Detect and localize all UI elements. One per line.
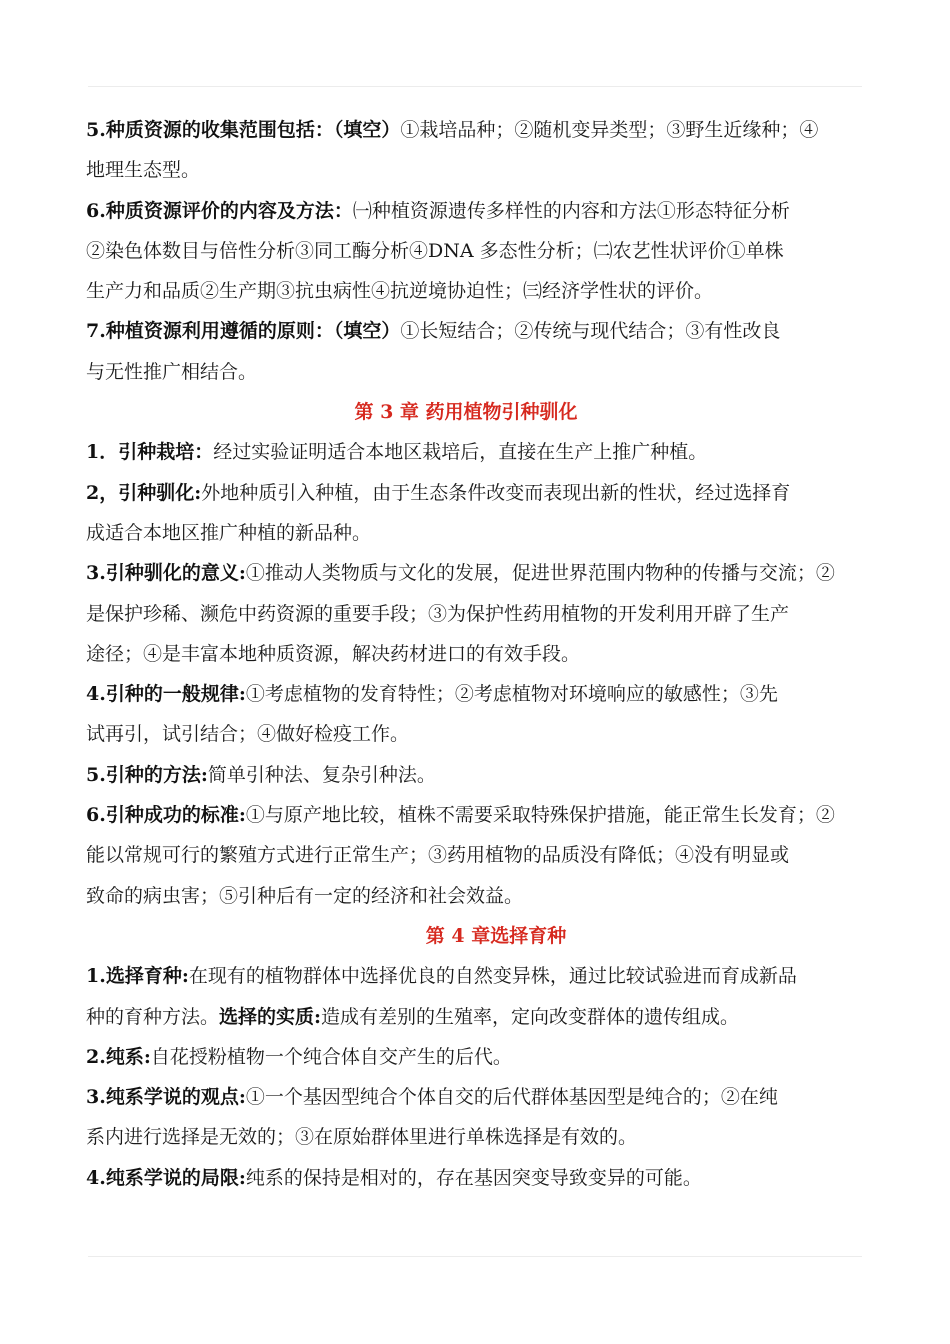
ch3-p3-line-3: 途径；④是丰富本地种质资源，解决药材进口的有效手段。	[86, 642, 581, 665]
item-5-text: ①栽培品种；②随机变异类型；③野生近缘种；④	[400, 119, 819, 141]
item-6-line-3: 生产力和品质②生产期③抗虫病性④抗逆境协迫性；㈢经济学性状的评价。	[86, 280, 714, 303]
item-6-label: 6.种质资源评价的内容及方法：	[86, 199, 353, 222]
ch4-p1-text-2b: 造成有差别的生殖率，定向改变群体的遗传组成。	[321, 1005, 740, 1028]
ch3-p6-text: ①与原产地比较，植株不需要采取特殊保护措施，能正常生长发育；②	[245, 804, 835, 827]
item-6-line-2: ②染色体数目与倍性分析③同工酶分析④DNA 多态性分析；㈡农艺性状评价①单株	[86, 239, 784, 262]
top-divider	[88, 86, 862, 87]
ch3-p4-text: ①考虑植物的发育特性；②考虑植物对环境响应的敏感性；③先	[245, 683, 778, 706]
ch3-p3-text: ①推动人类物质与文化的发展，促进世界范围内物种的传播与交流；②	[245, 562, 835, 585]
ch3-p3-line-2: 是保护珍稀、濒危中药资源的重要手段；③为保护性药用植物的开发利用开辟了生产	[86, 602, 790, 625]
ch3-p6-line-1	[86, 795, 906, 835]
ch3-p3-label: 3.引种驯化的意义:	[86, 562, 246, 585]
bottom-divider	[88, 1256, 862, 1257]
ch4-p1-text: 在现有的植物群体中选择优良的自然变异株，通过比较试验进而育成新品	[188, 965, 797, 988]
item-5-line-2: 地理生态型。	[86, 159, 201, 182]
ch4-p3-label: 3.纯系学说的观点:	[86, 1086, 246, 1109]
ch3-p4-line-2: 试再引，试引结合；④做好检疫工作。	[86, 723, 410, 746]
ch4-p4-label: 4.纯系学说的局限:	[86, 1166, 246, 1189]
ch3-p5-label: 5.引种的方法:	[86, 763, 208, 786]
item-7-label: 7.种植资源利用遵循的原则：（填空）	[86, 320, 401, 343]
item-7-text: ①长短结合；②传统与现代结合；③有性改良	[400, 320, 781, 343]
ch4-p1-label: 1.选择育种:	[86, 965, 189, 988]
ch4-p2-text: 自花授粉植物一个纯合体自交产生的后代。	[150, 1045, 512, 1068]
ch3-p2-text: 外地种质引入种植，由于生态条件改变而表现出新的性状，经过选择育	[201, 481, 791, 504]
ch3-p6-line-2: 能以常规可行的繁殖方式进行正常生产；③药用植物的品质没有降低；④没有明显或	[86, 844, 790, 867]
ch3-p2-label: 2，引种驯化:	[86, 481, 202, 504]
document-body	[86, 110, 906, 1198]
ch4-p4-text: 纯系的保持是相对的，存在基因突变导致变异的可能。	[245, 1166, 702, 1189]
ch3-p1-line-1	[86, 432, 906, 472]
ch3-p2-line-1	[86, 473, 906, 513]
ch4-p1-text-2a: 种的育种方法。	[86, 1005, 220, 1028]
ch3-p4-label: 4.引种的一般规律:	[86, 683, 246, 706]
ch3-p4-line-1	[86, 674, 906, 714]
ch3-p6-line-3: 致命的病虫害；⑤引种后有一定的经济和社会效益。	[86, 884, 524, 907]
item-6-text: ㈠种植资源遗传多样性的内容和方法①形态特征分析	[352, 199, 790, 222]
item-6-line-1	[86, 191, 906, 231]
ch3-p1-label: 1．引种栽培：	[86, 441, 214, 464]
ch4-p4-line-1	[86, 1158, 906, 1198]
ch4-p2-line-1	[86, 1037, 906, 1077]
ch4-p3-line-1	[86, 1077, 906, 1117]
ch3-p3-line-1	[86, 553, 906, 593]
ch4-p3-text: ①一个基因型纯合个体自交的后代群体基因型是纯合的；②在纯	[245, 1086, 778, 1109]
ch4-p1-line-1	[86, 956, 906, 996]
ch4-p2-label: 2.纯系:	[86, 1045, 151, 1068]
ch3-p5-text: 简单引种法、复杂引种法。	[207, 763, 436, 786]
ch4-p1-label-2: 选择的实质:	[219, 1005, 322, 1028]
ch4-p1-line-2	[86, 997, 906, 1037]
ch3-p1-text: 经过实验证明适合本地区栽培后，直接在生产上推广种植。	[213, 441, 708, 464]
item-7-line-1	[86, 311, 906, 351]
ch3-p5-line-1	[86, 755, 906, 795]
chapter-4-title: 第 4 章选择育种	[425, 924, 567, 947]
ch3-p2-line-2: 成适合本地区推广种植的新品种。	[86, 521, 372, 544]
item-5-line-1	[86, 110, 906, 150]
ch4-p3-line-2: 系内进行选择是无效的；③在原始群体里进行单株选择是有效的。	[86, 1126, 638, 1149]
item-7-line-2: 与无性推广相结合。	[86, 360, 258, 383]
ch3-p6-label: 6.引种成功的标准:	[86, 804, 246, 827]
chapter-3-title: 第 3 章 药用植物引种驯化	[354, 401, 578, 424]
item-5-label: 5.种质资源的收集范围包括：（填空）	[86, 119, 401, 141]
